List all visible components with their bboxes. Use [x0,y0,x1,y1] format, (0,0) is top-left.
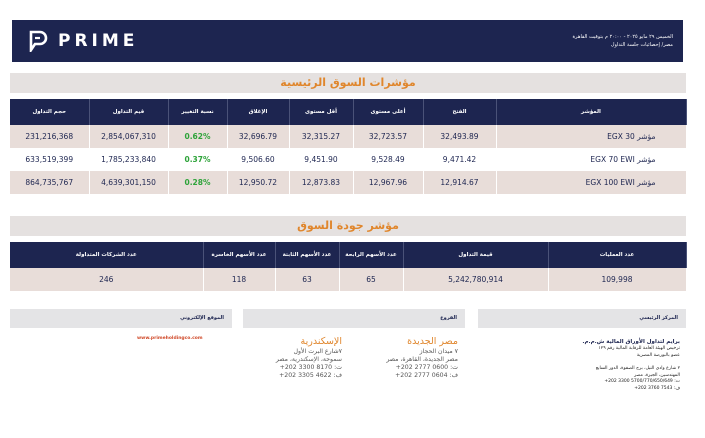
prime-logo [28,28,138,54]
brand-name: PRIME [58,31,139,51]
volume-cell: 864,735,767 [10,171,89,194]
volume-cell: 231,216,368 [10,125,89,148]
indices-header-row [10,99,686,125]
index-name-cell: مؤشر EGX 100 EWI [496,171,686,194]
branch-address-1: ٧شارع البرت الأول [293,348,342,355]
open-cell: 12,914.67 [423,171,496,194]
branch-heliopolis [366,336,458,380]
branch-name: الإسكندرية [300,336,342,347]
high-cell: 32,723.57 [353,125,423,148]
change-cell: 0.28% [168,171,227,194]
col-unchanged: عدد الأسهم الثابتة [275,242,339,268]
col-low: أقل مستوى [289,99,353,125]
close-cell: 9,506.60 [227,148,289,171]
low-cell: 12,873.83 [289,171,353,194]
report-source: مصر/ إحصائيات جلسة التداول [610,42,673,48]
gainers-cell: 65 [339,268,403,291]
trade-value-cell: 5,242,780,914 [403,268,548,291]
change-cell: 0.37% [168,148,227,171]
website-bar: الموقع الإلكتروني [10,309,232,328]
col-change: نسبة التغيير [168,99,227,125]
hq-address-2: المهندسين، الجيزة، مصر [634,372,680,378]
col-losers: عدد الأسهم الخاسرة [203,242,275,268]
col-trade-value: قيمة التداول [403,242,548,268]
branch-alexandria [250,336,342,380]
indices-title: مؤشرات السوق الرئيسية [10,73,686,93]
value-cell: 1,785,233,840 [89,148,168,171]
col-close: الإغلاق [227,99,289,125]
indices-table [10,99,687,194]
hq-phone: ت: 5700/770/650/649 3300 202+ [604,379,680,384]
branch-phone: ت: 8170 3300 202+ [279,364,342,371]
col-transactions: عدد العمليات [548,242,686,268]
unchanged-cell: 63 [275,268,339,291]
prime-logo-icon [28,30,48,52]
branch-fax: ف: 0604 2777 202+ [395,372,458,379]
col-index: المؤشر [496,99,686,125]
col-high: أعلى مستوى [353,99,423,125]
close-cell: 32,696.79 [227,125,289,148]
headquarters-info [562,338,680,392]
report-header [12,20,683,62]
index-name-cell: مؤشر EGX 70 EWI [496,148,686,171]
index-name-cell: مؤشر EGX 30 [496,125,686,148]
companies-traded-cell: 246 [10,268,203,291]
col-value: قيم التداول [89,99,168,125]
col-gainers: عدد الأسهم الرابحة [339,242,403,268]
member-text: عضو بالبورصة المصرية [636,352,680,358]
hq-address-1: ٢ شارع وادي النيل، برج الصفوة، الدور السابع [595,366,680,371]
branch-phone: ت: 0600 2777 202+ [395,364,458,371]
table-row [10,125,686,148]
volume-cell: 633,519,399 [10,148,89,171]
quality-table [10,242,687,291]
header-info [572,33,673,49]
table-row [10,268,686,291]
low-cell: 32,315.27 [289,125,353,148]
branch-fax: ف: 4622 3305 202+ [279,372,342,379]
hq-bar: المركز الرئيسي [478,309,686,328]
value-cell: 2,854,067,310 [89,125,168,148]
license-text: ترخيص الهيئة العامة للرقابة المالية رقم ١٢٩ [598,346,680,351]
col-volume: حجم التداول [10,99,89,125]
losers-cell: 118 [203,268,275,291]
change-cell: 0.62% [168,125,227,148]
branch-address-2: سموحة، الإسكندرية، مصر [275,356,342,363]
high-cell: 9,528.49 [353,148,423,171]
high-cell: 12,967.96 [353,171,423,194]
hq-fax: ف: 7543 3760 202+ [634,385,680,391]
table-row [10,148,686,171]
branch-name: مصر الجديدة [407,336,458,347]
col-companies-traded: عدد الشركات المتداولة [10,242,203,268]
value-cell: 4,639,301,150 [89,171,168,194]
low-cell: 9,451.90 [289,148,353,171]
col-open: الفتح [423,99,496,125]
branch-address-1: ٧ ميدان الحجاز [419,348,458,355]
website-link[interactable]: www.primeholdingco.com [137,336,203,341]
open-cell: 32,493.89 [423,125,496,148]
branch-address-2: مصر الجديدة، القاهرة، مصر [386,356,458,363]
branches-bar: الفروع [243,309,465,328]
quality-title: مؤشر جودة السوق [10,216,686,236]
quality-header-row [10,242,686,268]
transactions-cell: 109,998 [548,268,686,291]
report-date: الخميس ٢٩ مايو ٢٠٢٥ - ٢٠:٠٠ م بتوقيت القاهرة [572,34,673,40]
close-cell: 12,950.72 [227,171,289,194]
table-row [10,171,686,194]
open-cell: 9,471.42 [423,148,496,171]
company-name: برايم لتداول الأوراق المالية ش.م.م. [582,339,680,345]
